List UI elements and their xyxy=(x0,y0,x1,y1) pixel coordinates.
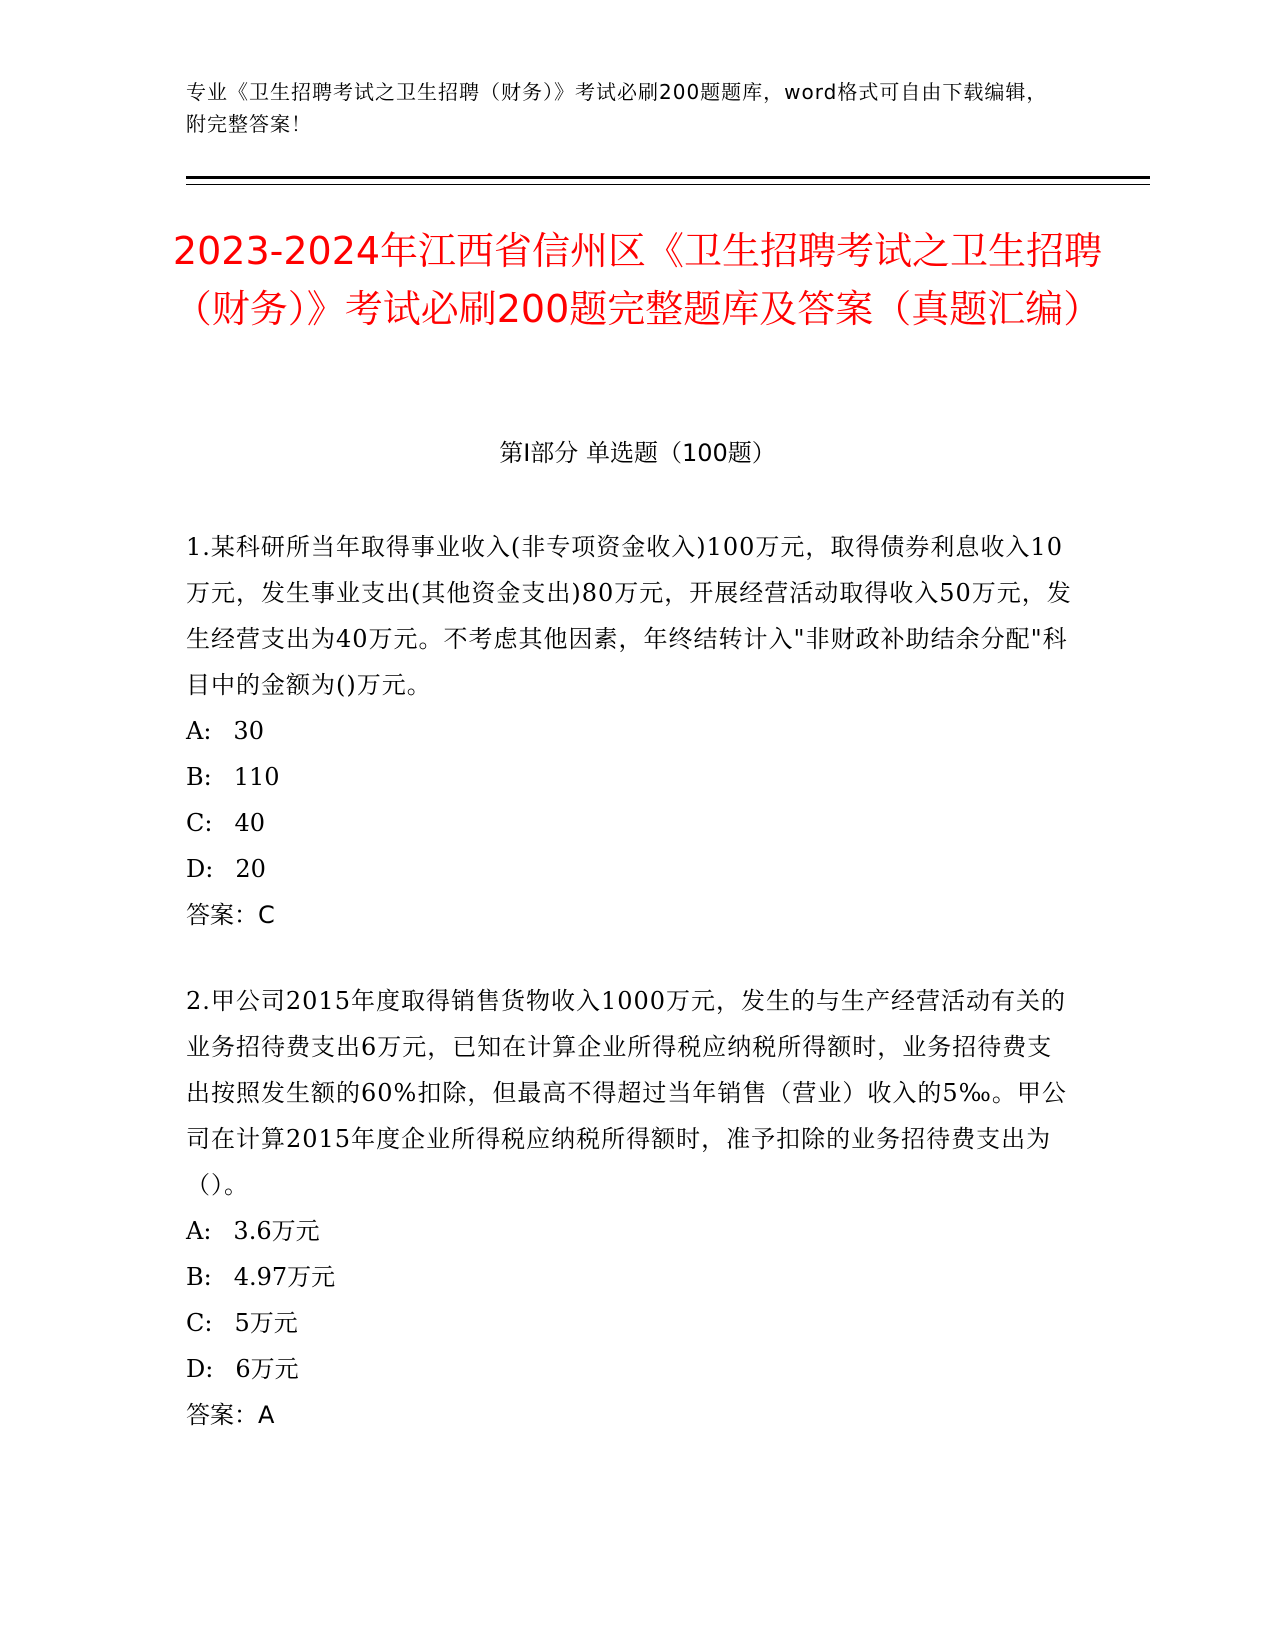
option-key: B: xyxy=(186,763,212,791)
option-key: C: xyxy=(186,809,213,837)
answer: 答案：A xyxy=(186,1401,275,1429)
option-text: 110 xyxy=(233,763,280,791)
header-note: 专业《卫生招聘考试之卫生招聘（财务）》考试必刷200题题库，word格式可自由下载编辑，附完整答案！ xyxy=(186,80,1048,136)
option-text: 30 xyxy=(233,717,264,745)
document-title: 2023-2024年江西省信州区《卫生招聘考试之卫生招聘（财务）》考试必刷200题完整题库及答案（真题汇编） xyxy=(172,229,1103,331)
option-key: A: xyxy=(186,1217,212,1245)
question-stem: 1.某科研所当年取得事业收入(非专项资金收入)100万元，取得债券利息收入10万元，发生事业支出(其他资金支出)80万元，开展经营活动取得收入50万元，发生经营支出为40万元。不考虑其他因素，年终结转计入"非财政补助结余分配"科目中的金额为()万元。 xyxy=(186,533,1072,699)
question-2 xyxy=(186,978,1074,1438)
option-list xyxy=(186,1208,1074,1392)
option-text: 5万元 xyxy=(234,1309,298,1337)
option-key: B: xyxy=(186,1263,212,1291)
header-rule-thin xyxy=(186,184,1150,185)
option-text: 3.6万元 xyxy=(233,1217,320,1245)
option-list xyxy=(186,708,1074,892)
option-d xyxy=(186,1346,1074,1392)
option-key: D: xyxy=(186,1355,214,1383)
option-c xyxy=(186,800,1074,846)
option-text: 40 xyxy=(234,809,265,837)
option-key: C: xyxy=(186,1309,213,1337)
option-key: D: xyxy=(186,855,214,883)
header-rule-thick xyxy=(186,176,1150,179)
option-d xyxy=(186,846,1074,892)
answer: 答案：C xyxy=(186,901,275,929)
option-c xyxy=(186,1300,1074,1346)
question-1 xyxy=(186,524,1074,938)
section-heading: 第I部分 单选题（100题） xyxy=(499,439,776,467)
option-a xyxy=(186,1208,1074,1254)
option-text: 4.97万元 xyxy=(233,1263,336,1291)
option-key: A: xyxy=(186,717,212,745)
option-b xyxy=(186,1254,1074,1300)
option-text: 20 xyxy=(235,855,266,883)
question-stem: 2.甲公司2015年度取得销售货物收入1000万元，发生的与生产经营活动有关的业务招待费支出6万元，已知在计算企业所得税应纳税所得额时，业务招待费支出按照发生额的60%扣除，但最高不得超过当年销售（营业）收入的5‰。甲公司在计算2015年度企业所得税应纳税所得额时，准予扣除的业务招待费支出为（）。 xyxy=(186,987,1067,1199)
option-b xyxy=(186,754,1074,800)
option-a xyxy=(186,708,1074,754)
option-text: 6万元 xyxy=(235,1355,299,1383)
